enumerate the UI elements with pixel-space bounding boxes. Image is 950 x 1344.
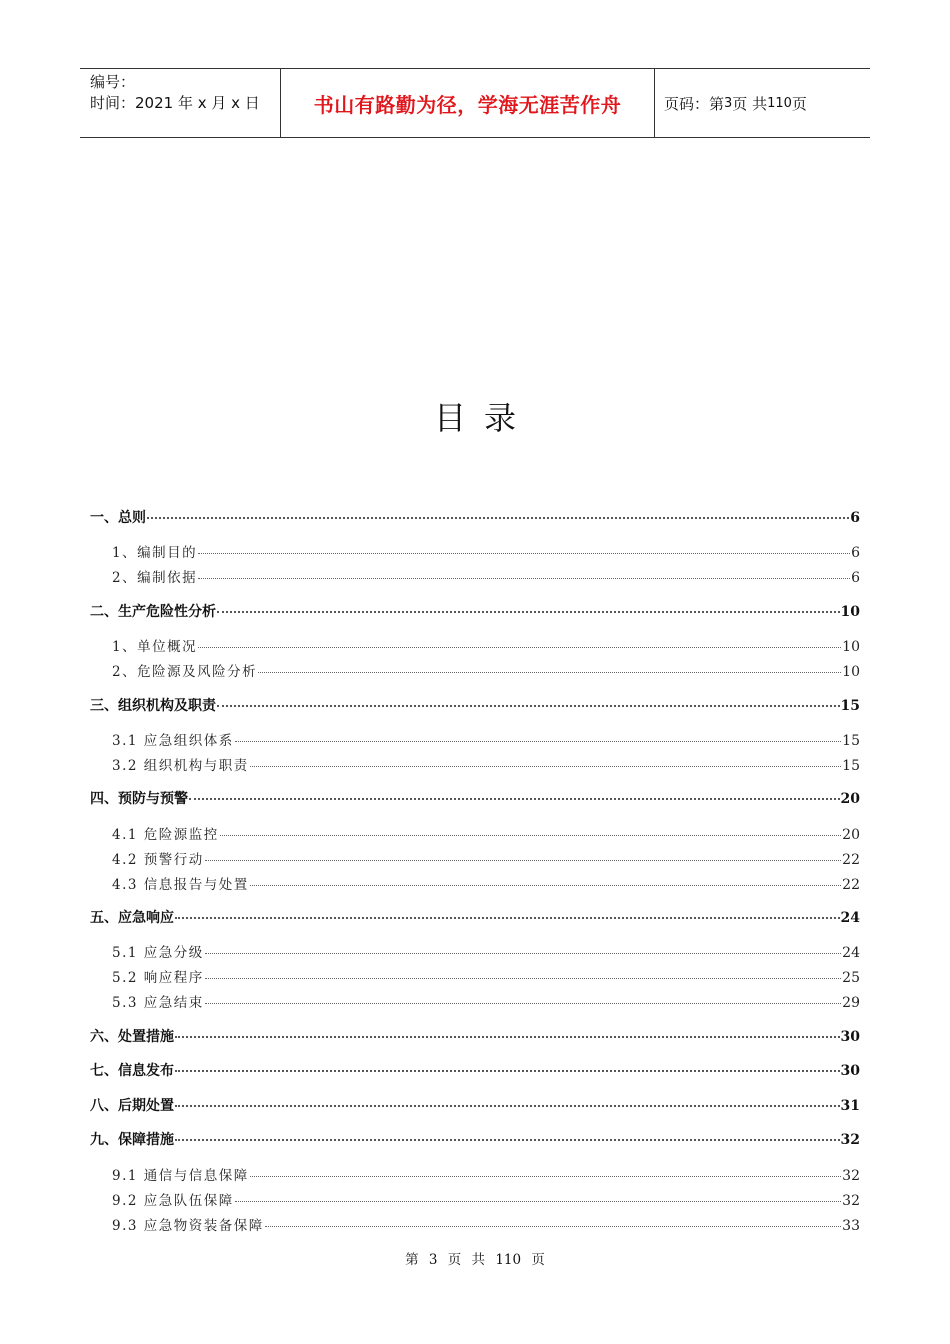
toc-entry-label: 5.3 应急结束 (112, 995, 204, 1011)
toc-entry-label: 九、保障措施 (90, 1132, 174, 1148)
toc-section-entry[interactable] (90, 566, 860, 586)
toc-chapter-entry[interactable] (90, 907, 860, 927)
toc-entry-page: 20 (840, 791, 860, 807)
toc-dot-leader (220, 835, 841, 836)
toc-entry-label: 9.1 通信与信息保障 (112, 1168, 249, 1184)
toc-dot-leader (189, 798, 840, 800)
toc-entry-label: 八、后期处置 (90, 1098, 174, 1114)
toc-entry-page: 32 (842, 1168, 860, 1184)
toc-entry-label: 9.2 应急队伍保障 (112, 1193, 234, 1209)
toc-entry-label: 二、生产危险性分析 (90, 604, 216, 620)
toc-dot-leader (175, 917, 840, 919)
toc-section-entry[interactable] (90, 873, 860, 893)
toc-dot-leader (175, 1036, 840, 1038)
toc-entry-page: 30 (840, 1029, 860, 1045)
toc-entry-page: 20 (842, 827, 860, 843)
page-mid: 页 共 (732, 94, 768, 113)
toc-entry-label: 2、危险源及风险分析 (112, 664, 258, 680)
toc-entry-page: 10 (842, 664, 860, 680)
toc-section-entry[interactable] (90, 966, 860, 986)
toc-chapter-entry[interactable] (90, 1060, 860, 1080)
toc-dot-leader (250, 1176, 841, 1177)
toc-chapter-entry[interactable] (90, 1095, 860, 1115)
toc-entry-label: 五、应急响应 (90, 910, 174, 926)
toc-section-entry[interactable] (90, 1189, 860, 1209)
toc-dot-leader (205, 978, 841, 979)
page-footer: 第 3 页 共 110 页 (405, 1252, 545, 1268)
toc-entry-label: 七、信息发布 (90, 1063, 174, 1079)
toc-section-entry[interactable] (90, 754, 860, 774)
toc-entry-page: 15 (842, 758, 860, 774)
document-number-label: 编号： (90, 73, 136, 91)
toc-entry-page: 22 (842, 852, 860, 868)
toc-entry-page: 6 (851, 545, 860, 561)
toc-dot-leader (235, 1201, 841, 1202)
toc-dot-leader (205, 860, 841, 861)
toc-entry-label: 1、单位概况 (112, 639, 198, 655)
toc-entry-label: 四、预防与预警 (90, 791, 188, 807)
toc-section-entry[interactable] (90, 991, 860, 1011)
toc-chapter-entry[interactable] (90, 1026, 860, 1046)
toc-chapter-entry[interactable] (90, 601, 860, 621)
toc-dot-leader (265, 1226, 841, 1227)
toc-entry-page: 15 (840, 698, 860, 714)
toc-entry-page: 32 (842, 1193, 860, 1209)
toc-dot-leader (198, 578, 850, 579)
toc-dot-leader (175, 1139, 840, 1141)
toc-entry-page: 15 (842, 733, 860, 749)
toc-entry-label: 2、编制依据 (112, 570, 198, 586)
toc-entry-label: 4.2 预警行动 (112, 852, 204, 868)
toc-entry-page: 24 (840, 910, 860, 926)
page-prefix: 页码：第 (664, 94, 725, 113)
header-motto: 书山有路勤为径，学海无涯苦作舟 (281, 69, 655, 137)
page-total: 110 (767, 95, 792, 111)
toc-entry-label: 1、编制目的 (112, 545, 198, 561)
toc-dot-leader (175, 1070, 840, 1072)
toc-entry-label: 3.1 应急组织体系 (112, 733, 234, 749)
toc-entry-page: 10 (840, 604, 860, 620)
page-header (80, 68, 870, 138)
toc-entry-page: 30 (840, 1063, 860, 1079)
toc-section-entry[interactable] (90, 1164, 860, 1184)
toc-title: 目录 (433, 399, 534, 437)
toc-entry-page: 10 (842, 639, 860, 655)
toc-section-entry[interactable] (90, 1214, 860, 1234)
toc-chapter-entry[interactable] (90, 507, 860, 527)
toc-entry-label: 4.3 信息报告与处置 (112, 877, 249, 893)
toc-chapter-entry[interactable] (90, 695, 860, 715)
toc-dot-leader (235, 741, 841, 742)
toc-entry-page: 33 (842, 1218, 860, 1234)
toc-dot-leader (205, 1003, 841, 1004)
toc-dot-leader (217, 611, 840, 613)
toc-section-entry[interactable] (90, 635, 860, 655)
toc-dot-leader (198, 553, 850, 554)
toc-entry-label: 5.2 响应程序 (112, 970, 204, 986)
toc-entry-page: 6 (850, 510, 860, 526)
document-time-label: 时间：2021 年 x 月 x 日 (90, 94, 260, 112)
toc-entry-label: 三、组织机构及职责 (90, 698, 216, 714)
toc-entry-page: 6 (851, 570, 860, 586)
toc-dot-leader (175, 1105, 840, 1107)
toc-section-entry[interactable] (90, 848, 860, 868)
toc-entry-page: 31 (840, 1098, 860, 1114)
toc-entry-page: 32 (840, 1132, 860, 1148)
toc-section-entry[interactable] (90, 660, 860, 680)
toc-chapter-entry[interactable] (90, 788, 860, 808)
toc-dot-leader (250, 766, 841, 767)
toc-dot-leader (258, 672, 841, 673)
toc-entry-page: 29 (842, 995, 860, 1011)
toc-dot-leader (147, 517, 849, 519)
toc-section-entry[interactable] (90, 941, 860, 961)
toc-section-entry[interactable] (90, 541, 860, 561)
page-number: 3 (724, 95, 733, 111)
toc-entry-label: 六、处置措施 (90, 1029, 174, 1045)
header-meta (80, 69, 281, 137)
toc-entry-label: 一、总则 (90, 510, 146, 526)
toc-entry-label: 4.1 危险源监控 (112, 827, 219, 843)
toc-section-entry[interactable] (90, 823, 860, 843)
toc-entry-page: 25 (842, 970, 860, 986)
toc-dot-leader (205, 953, 841, 954)
page-suffix: 页 (791, 94, 807, 113)
toc-entry-label: 3.2 组织机构与职责 (112, 758, 249, 774)
toc-dot-leader (250, 885, 841, 886)
toc-entry-label: 9.3 应急物资装备保障 (112, 1218, 264, 1234)
toc-entry-label: 5.1 应急分级 (112, 945, 204, 961)
toc-entry-page: 22 (842, 877, 860, 893)
toc-section-entry[interactable] (90, 729, 860, 749)
toc-dot-leader (217, 705, 840, 707)
toc-dot-leader (198, 647, 841, 648)
toc-entry-page: 24 (842, 945, 860, 961)
header-page-info (654, 69, 870, 137)
toc-chapter-entry[interactable] (90, 1129, 860, 1149)
